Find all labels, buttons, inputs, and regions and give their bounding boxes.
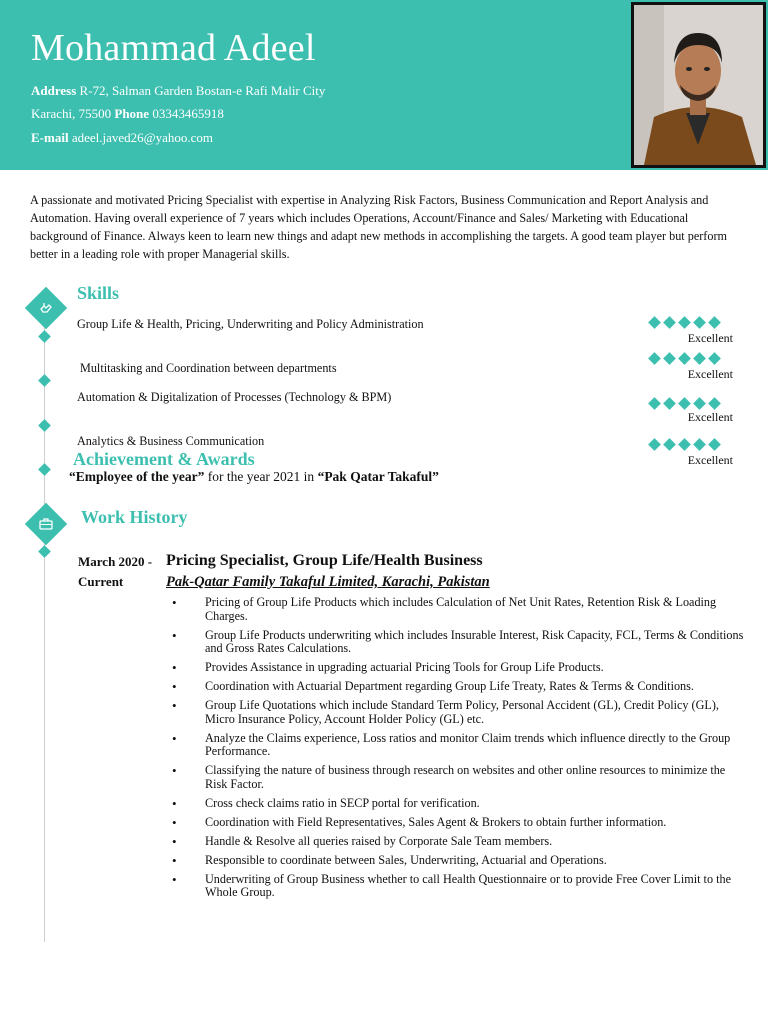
timeline-dot: [38, 419, 51, 432]
list-item: • Coordination with Actuarial Department regarding Group Life Treaty, Rates & Terms & Conditions.: [170, 680, 750, 694]
award-company: “Pak Qatar Takaful”: [317, 469, 439, 484]
rating-dot: [693, 352, 706, 365]
phone-label: Phone: [114, 106, 150, 121]
rating-dot: [663, 397, 676, 410]
skill-rating: [649, 352, 720, 365]
award-name: “Employee of the year”: [69, 469, 205, 484]
skill-name: Automation & Digitalization of Processes (Technology & BPM): [77, 390, 392, 404]
list-item: • Pricing of Group Life Products which includes Calculation of Net Unit Rates, Retention Risk & Loading Charges.: [170, 596, 750, 623]
job-title: Pricing Specialist, Group Life/Health Business: [166, 552, 483, 569]
skill-level: Excellent: [687, 410, 733, 424]
list-item: • Responsible to coordinate between Sales, Underwriting, Actuarial and Operations.: [170, 854, 750, 868]
address-value: R-72, Salman Garden Bostan-e Rafi Malir City: [79, 83, 326, 98]
job-dates: March 2020 -: [78, 554, 153, 569]
rating-dot: [708, 316, 721, 329]
list-item: • Classifying the nature of business through research on websites and other online resources to minimize the Risk Factor.: [170, 764, 750, 791]
timeline-line: [44, 320, 45, 942]
phone-value: 03343465918: [152, 106, 224, 121]
address-line-1: [31, 83, 325, 99]
skill-name: Multitasking and Coordination between departments: [80, 361, 337, 375]
achievement-item: [69, 469, 439, 485]
job-current: Current: [78, 574, 124, 589]
list-item: • Underwriting of Group Business whether to call Health Questionnaire or to provide Free Cover Limit to the Whole Group.: [170, 873, 750, 900]
list-item: • Group Life Quotations which include Standard Term Policy, Personal Accident (GL), Credit Policy (GL), Micro Insurance Policy, Account Holder Policy (GL) etc.: [170, 699, 750, 726]
rating-dot: [663, 316, 676, 329]
header-banner: [0, 0, 768, 170]
email-value: adeel.javed26@yahoo.com: [71, 130, 214, 145]
rating-dot: [693, 397, 706, 410]
list-item: • Coordination with Field Representatives, Sales Agent & Brokers to obtain further information.: [170, 816, 750, 830]
rating-dot: [708, 438, 721, 451]
hand-icon: [38, 300, 54, 316]
skill-name: Group Life & Health, Pricing, Underwriting and Policy Administration: [77, 317, 424, 331]
rating-dot: [678, 397, 691, 410]
list-item: • Cross check claims ratio in SECP portal for verification.: [170, 797, 750, 811]
address-line-2: [31, 106, 224, 122]
skill-rating: [649, 397, 720, 410]
rating-dot: [708, 397, 721, 410]
list-item: • Group Life Products underwriting which includes Insurable Interest, Risk Capacity, FCL, Terms & Conditions and Gross Rates Calculations.: [170, 629, 750, 656]
skill-level: Excellent: [687, 453, 733, 467]
job-company: Pak-Qatar Family Takaful Limited, Karachi, Pakistan: [166, 574, 490, 590]
job-duties-list: [170, 596, 750, 905]
rating-dot: [663, 438, 676, 451]
email-line: [31, 130, 213, 146]
list-item: • Provides Assistance in upgrading actuarial Pricing Tools for Group Life Products.: [170, 661, 750, 675]
timeline-dot: [38, 545, 51, 558]
timeline-dot: [38, 330, 51, 343]
rating-dot: [678, 352, 691, 365]
achievements-heading: Achievement & Awards: [73, 449, 255, 469]
skill-name: Analytics & Business Communication: [77, 434, 265, 448]
skills-heading: Skills: [77, 283, 120, 303]
rating-dot: [678, 438, 691, 451]
skill-level: Excellent: [687, 367, 733, 381]
skills-badge: [25, 287, 67, 329]
list-item: • Analyze the Claims experience, Loss ratios and monitor Claim trends which influence directly to the Group Performance.: [170, 732, 750, 759]
timeline-dot: [38, 374, 51, 387]
email-label: E-mail: [31, 130, 69, 145]
award-text: for the year 2021 in: [204, 469, 318, 484]
rating-dot: [678, 316, 691, 329]
rating-dot: [663, 352, 676, 365]
professional-summary: A passionate and motivated Pricing Specialist with expertise in Analyzing Risk Factors, Business Communication and Report Analysis and Automation. Having overall experience of 7 years which includes Operations, Account/Finance and Sales/ Marketing with Educational background of Finance. Always keen to learn new things and adapt new methods in accomplishing the targets. A good team player but perform better in a leading role with proper Managerial skills.: [30, 193, 727, 261]
skill-rating: [649, 316, 720, 329]
rating-dot: [648, 438, 661, 451]
rating-dot: [648, 397, 661, 410]
rating-dot: [708, 352, 721, 365]
address-city: Karachi, 75500: [31, 106, 112, 121]
rating-dot: [648, 352, 661, 365]
rating-dot: [648, 316, 661, 329]
work-badge: [25, 503, 67, 545]
work-heading: Work History: [81, 507, 188, 527]
profile-photo: [631, 2, 766, 168]
candidate-name: Mohammad Adeel: [31, 27, 316, 69]
list-item: • Handle & Resolve all queries raised by Corporate Sale Team members.: [170, 835, 750, 849]
address-label: Address: [31, 83, 77, 98]
skill-level: Excellent: [687, 331, 733, 345]
rating-dot: [693, 438, 706, 451]
briefcase-icon: [38, 516, 54, 532]
timeline-dot: [38, 463, 51, 476]
rating-dot: [693, 316, 706, 329]
skill-rating: [649, 438, 720, 451]
